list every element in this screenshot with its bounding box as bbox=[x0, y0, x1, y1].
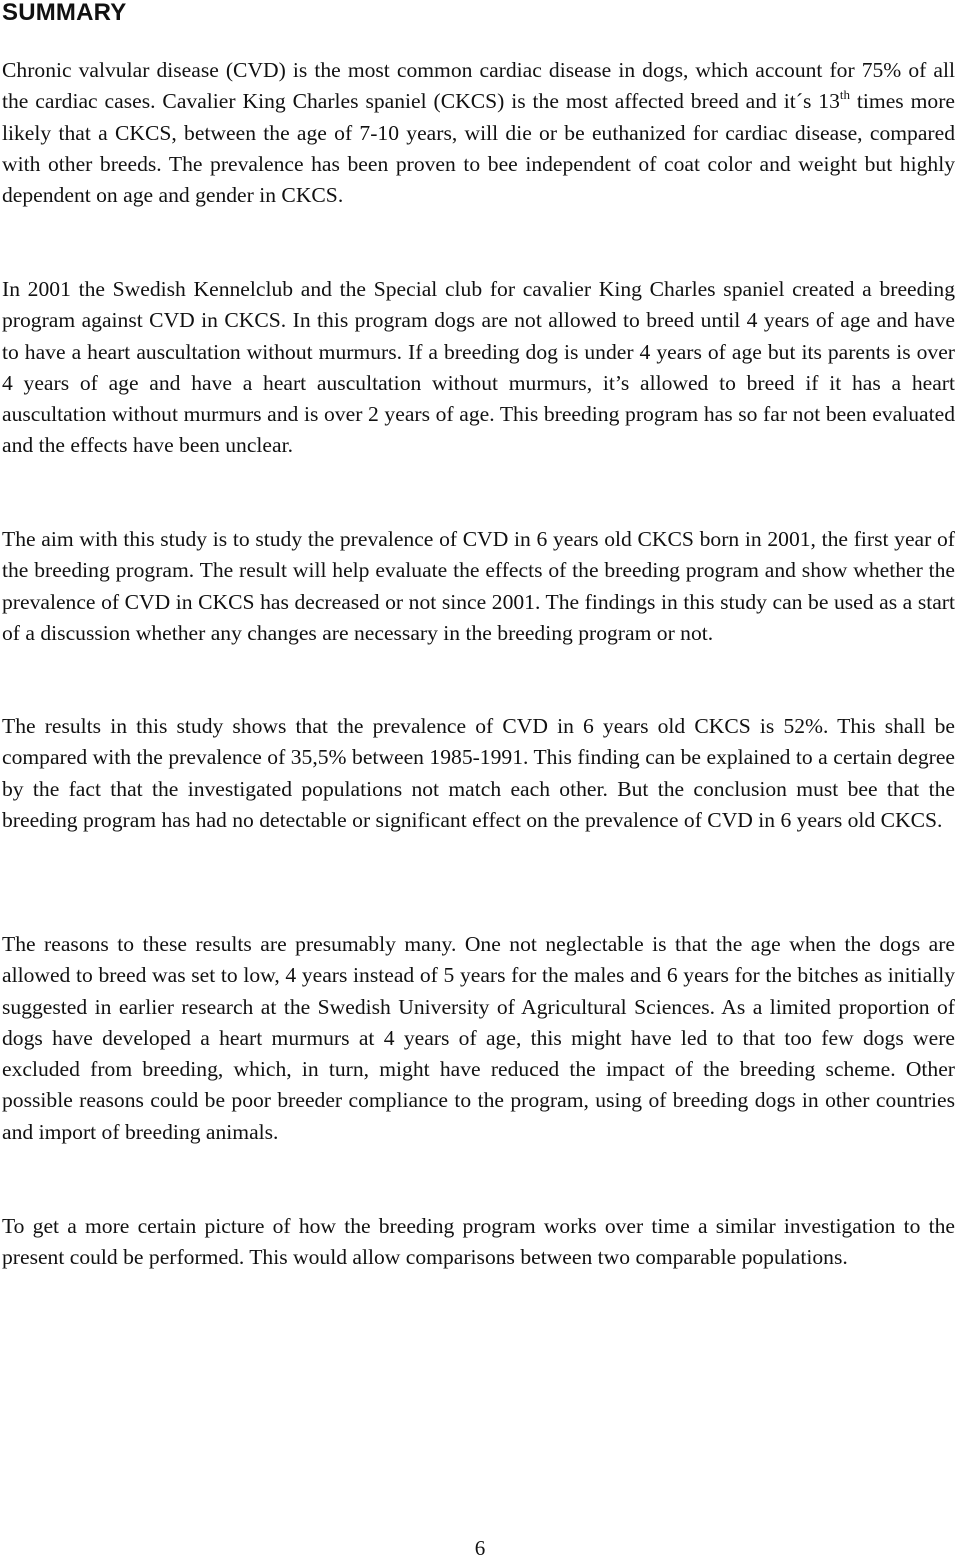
paragraph-reasons: The reasons to these results are presumably many. One not neglectable is that the age when the dogs are allowed to breed was set to low, 4 years instead of 5 years for the males and 6 years for the bitches as initially suggested in earlier research at the Swedish University of Agricultural Sciences. As a limited proportion of dogs have developed a heart murmurs at 4 years of age, this might have led to that too few dogs were excluded from breeding, which, in turn, might have reduced the impact of the breeding scheme. Other possible reasons could be poor breeder compliance to the program, using of breeding dogs in other countries and import of breeding animals. bbox=[2, 932, 955, 1144]
paragraph-cvd-background bbox=[2, 55, 955, 211]
paragraph-future-investigation: To get a more certain picture of how the breeding program works over time a similar investigation to the present could be performed. This would allow comparisons between two comparable populations. bbox=[2, 1214, 955, 1270]
paragraph-study-aim: The aim with this study is to study the prevalence of CVD in 6 years old CKCS born in 2001, the first year of the breeding program. The result will help evaluate the effects of the breeding program and show whether the prevalence of CVD in CKCS has decreased or not since 2001. The findings in this study can be used as a start of a discussion whether any changes are necessary in the breeding program or not. bbox=[2, 527, 955, 645]
ordinal-superscript: th bbox=[839, 87, 850, 103]
paragraph-results: The results in this study shows that the prevalence of CVD in 6 years old CKCS is 52%. This shall be compared with the prevalence of 35,5% between 1985-1991. This finding can be explained to a certain degree by the fact that the investigated populations not match each other. But the conclusion must bee that the breeding program has had no detectable or significant effect on the prevalence of CVD in 6 years old CKCS. bbox=[2, 714, 955, 832]
paragraph-text: Chronic valvular disease (CVD) is the most common cardiac disease in dogs, which account for 75% of all the cardiac cases. Cavalier King Charles spaniel (CKCS) is the most affected breed and it´s 13 bbox=[2, 58, 955, 114]
page-number: 6 bbox=[474, 1536, 486, 1560]
paragraph-breeding-program: In 2001 the Swedish Kennelclub and the Special club for cavalier King Charles spaniel created a breeding program against CVD in CKCS. In this program dogs are not allowed to breed until 4 years of age and have to have a heart auscultation without murmurs. If a breeding dog is under 4 years of age but its parents is over 4 years of age and have a heart auscultation without murmurs, it’s allowed to breed if it has a heart auscultation without murmurs and is over 2 years of age. This breeding program has so far not been evaluated and the effects have been unclear. bbox=[2, 277, 955, 458]
section-heading: SUMMARY bbox=[2, 0, 127, 26]
paragraph-text: times more likely that a CKCS, between the age of 7-10 years, will die or be euthanized for cardiac disease, compared with other breeds. The prevalence has been proven to bee independent of coat color and weight but highly dependent on age and gender in CKCS. bbox=[2, 89, 955, 208]
